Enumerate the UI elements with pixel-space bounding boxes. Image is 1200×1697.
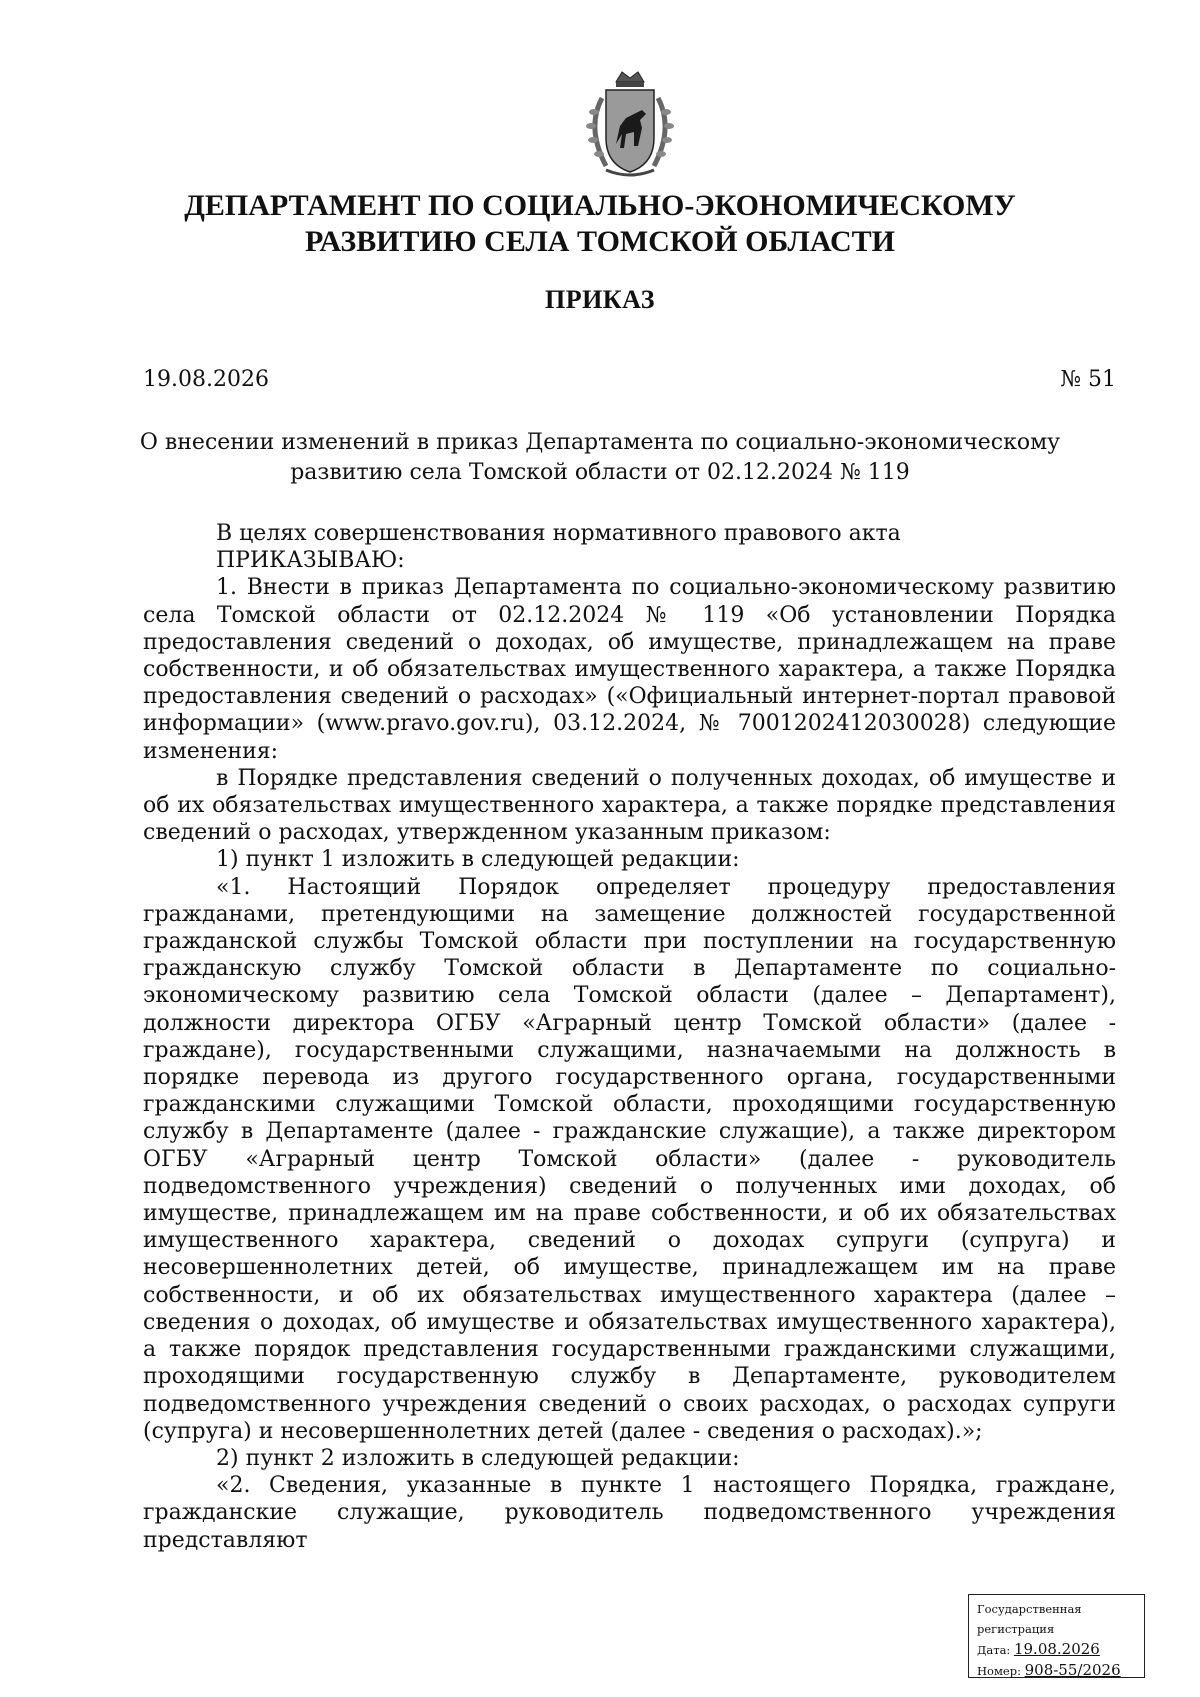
registration-number: 908-55/2026 [1024, 1661, 1121, 1679]
order-subject-line1: О внесении изменений в приказ Департамента по социально-экономическому [139, 430, 1061, 455]
body-paragraph: «1. Настоящий Порядок определяет процедуру предоставления гражданами, претендующими на замещение должностей государственной гражданской службы Томской области при поступлении на государственную гражданскую службу Томской области в Департаменте по социально-экономическому развитию села Томской области (далее – Департамент), должности директора ОГБУ «Аграрный центр Томской области» (далее - граждане), государственными служащими, назначаемыми на должность в порядке перевода из другого государственного органа, государственными гражданскими служащими Томской области, проходящими государственную службу в Департаменте (далее - гражданские служащие), а также директором ОГБУ «Аграрный центр Томской области» (далее - руководитель подведомственного учреждения) сведений о полученных ими доходах, об имуществе, принадлежащем им на праве собственности, и об их обязательствах имущественного характера, сведений о доходах супруги (супруга) и несовершеннолетних детей, об имуществе, принадлежащем им на праве собственности, и об их обязательствах имущественного характера (далее – сведения о доходах, об имуществе и обязательствах имущественного характера), а также порядок представления государственными гражданскими служащими, проходящими государственную службу в Департаменте, руководителем подведомственного учреждения сведений о своих расходах, о расходах супруги (супруга) и несовершеннолетних детей (далее - сведения о расходах).»; [143, 874, 1116, 1444]
body-paragraph: 1) пункт 1 изложить в следующей редакции: [216, 847, 740, 873]
registration-stamp [968, 1594, 1145, 1678]
document-type: ПРИКАЗ [544, 285, 656, 314]
coat-of-arms-icon [572, 68, 688, 184]
department-name-line1: ДЕПАРТАМЕНТ ПО СОЦИАЛЬНО-ЭКОНОМИЧЕСКОМУ [184, 189, 1016, 222]
order-number: № 51 [1060, 367, 1116, 392]
order-date: 19.08.2026 [143, 367, 269, 392]
registration-title: Государственная регистрация [977, 1602, 1082, 1636]
registration-date: 19.08.2026 [1013, 1640, 1100, 1658]
body-paragraph: «2. Сведения, указанные в пункте 1 настоящего Порядка, граждане, гражданские служащие, руководитель подведомственного учреждения представляют [143, 1473, 1116, 1553]
body-paragraph: в Порядке представления сведений о полученных доходах, об имуществе и об их обязательствах имущественного характера, а также порядке представления сведений о расходах, утвержденном указанным приказом: [143, 765, 1116, 846]
registration-date-label: Дата: [977, 1643, 1011, 1657]
department-name [0, 188, 1200, 260]
body-paragraph: ПРИКАЗЫВАЮ: [216, 548, 405, 574]
body-paragraph: 1. Внести в приказ Департамента по социально-экономическому развитию села Томской области от 02.12.2024 № 119 «Об установлении Порядка предоставления сведений о доходах, об имуществе, принадлежащем на праве собственности, и об обязательствах имущественного характера, а также Порядка предоставления сведений о расходах» («Официальный интернет-портал правовой информации» (www.pravo.gov.ru), 03.12.2024, № 7001202412030028) следующие изменения: [143, 575, 1116, 764]
order-subject-line2: развитию села Томской области от 02.12.2024 № 119 [290, 460, 910, 485]
body-paragraph: В целях совершенствования нормативного правового акта [216, 521, 901, 546]
department-name-line2: РАЗВИТИЮ СЕЛА ТОМСКОЙ ОБЛАСТИ [304, 225, 896, 258]
body-paragraph: 2) пункт 2 изложить в следующей редакции: [216, 1445, 740, 1471]
registration-number-label: Номер: [977, 1664, 1021, 1678]
order-body [143, 520, 1116, 1554]
order-subject [100, 428, 1100, 488]
